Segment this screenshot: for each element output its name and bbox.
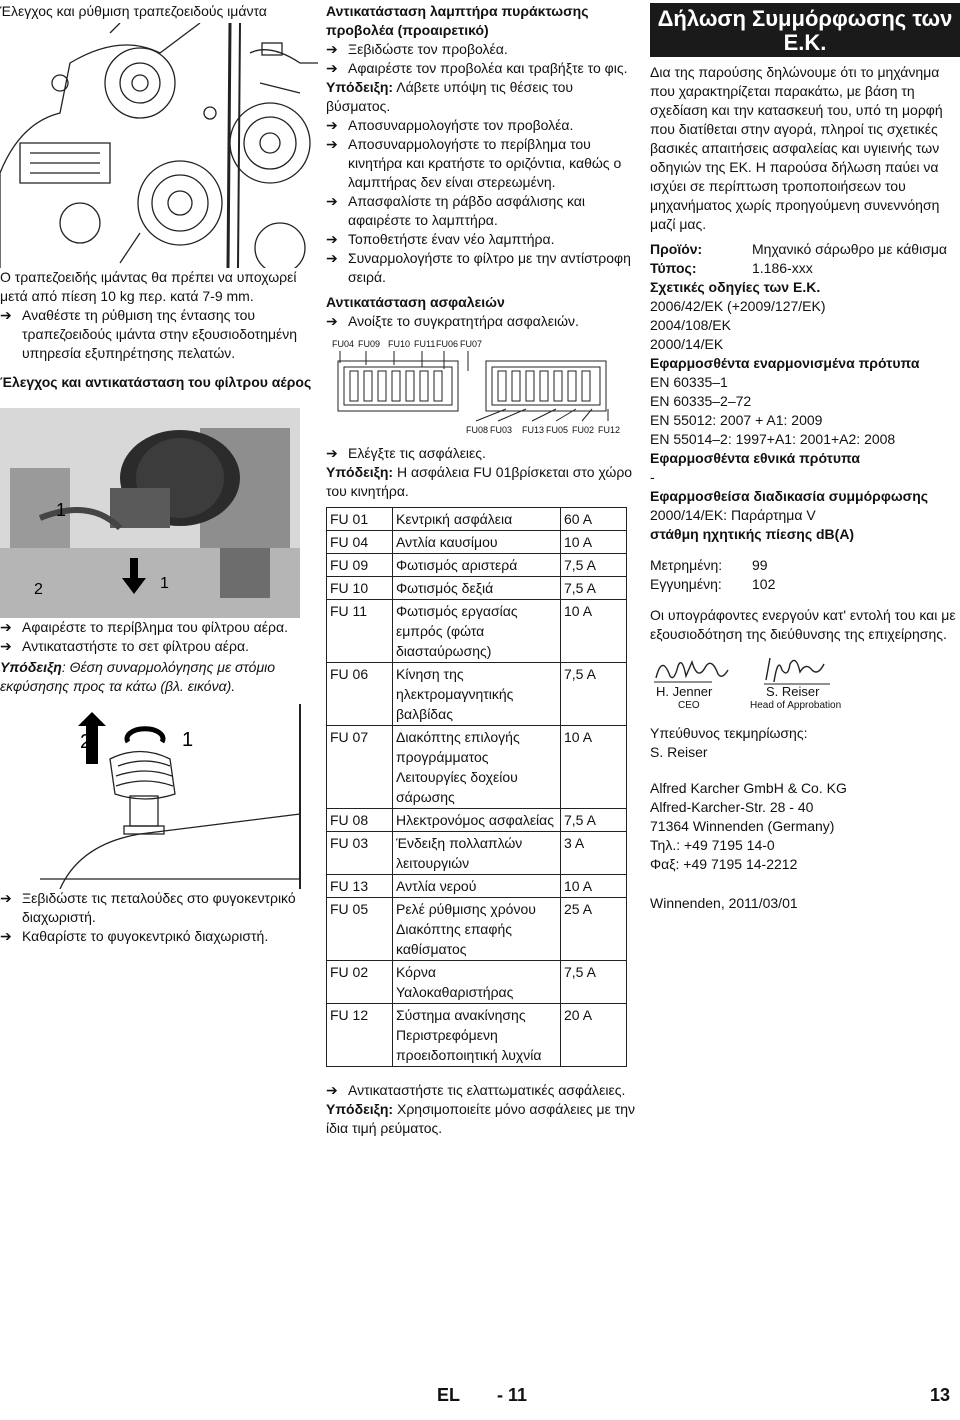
fuse-table-body (327, 508, 627, 1067)
fuse-function-cell: Ηλεκτρονόμος ασφαλείας (393, 809, 561, 832)
documentation-name: S. Reiser (650, 744, 708, 760)
fuse-function-cell: Κόρνα Υαλοκαθαριστήρας (393, 961, 561, 1004)
address-line-4: Τηλ.: +49 7195 14-0 (650, 837, 775, 853)
fuse-id-cell: FU 12 (327, 1004, 393, 1067)
signers-text: Οι υπογράφοντες ενεργούν κατ' εντολή του και με εξουσιοδότηση της διεύθυνσης της επιχείρησης. (650, 607, 956, 642)
air-filter-photo (0, 408, 318, 618)
table-row (327, 961, 627, 1004)
figure-label-1b: 1 (160, 575, 169, 592)
fuse-label-fu05: FU05 (546, 425, 569, 435)
figure-label-2: 2 (34, 581, 43, 598)
fuse-rating-cell: 7,5 A (561, 663, 627, 726)
fuse-label-fu04: FU04 (332, 339, 355, 349)
type-row: Τύπος: 1.186-xxx (650, 260, 813, 276)
lamp-step-1: ➔ Ξεβιδώστε τον προβολέα. (326, 41, 508, 57)
footer-page-number: 13 (930, 1385, 951, 1405)
standard-3: EN 55012: 2007 + A1: 2009 (650, 412, 823, 428)
table-row (327, 663, 627, 726)
fuse-holder-drawing (326, 335, 626, 440)
arrow-right-icon: ➔ (326, 117, 338, 133)
documentation-label: Υπεύθυνος τεκμηρίωσης: (650, 725, 808, 741)
column-1 (0, 0, 318, 946)
sound-title: στάθμη ηχητικής πίεσης dB(A) (650, 526, 855, 542)
fuse-rating-cell: 7,5 A (561, 554, 627, 577)
figure-label-1: 1 (182, 729, 194, 751)
table-row (327, 809, 627, 832)
declaration-title: Δήλωση Συμμόρφωσης των Ε.Κ. (650, 3, 960, 57)
check-step: ➔ Ελέγξτε τις ασφάλειες. (326, 445, 486, 461)
fuse-function-cell: Φωτισμός αριστερά (393, 554, 561, 577)
arrow-right-icon: ➔ (326, 250, 338, 266)
arrow-right-icon: ➔ (0, 307, 12, 323)
separator-step-1: ➔ Ξεβιδώστε τις πεταλούδες στο φυγοκεντρικό διαχωριστή. (0, 890, 296, 925)
standard-1: EN 60335–1 (650, 374, 728, 390)
fuse-id-cell: FU 13 (327, 875, 393, 898)
fuse-id-cell: FU 03 (327, 832, 393, 875)
product-row: Προϊόν: Μηχανικό σάρωθρο με κάθισμα (650, 241, 948, 257)
fuse-function-cell: Ρελέ ρύθμισης χρόνου Διακόπτης επαφής καθίσματος (393, 898, 561, 961)
table-row (327, 832, 627, 875)
lamp-step-4: ➔ Αποσυναρμολογήστε το περίβλημα του κινητήρα και κρατήστε το οριζόντια, καθώς ο λαμπτήρας δεν είναι στερεωμένη. (326, 136, 622, 190)
fuse-rating-cell: 20 A (561, 1004, 627, 1067)
fuse-label-fu03: FU03 (490, 425, 513, 435)
arrow-right-icon: ➔ (326, 193, 338, 209)
guaranteed-row: Εγγυημένη: 102 (650, 576, 776, 592)
signer2-role: Head of Approbation (750, 700, 842, 711)
directive-2: 2004/108/ΕΚ (650, 317, 731, 333)
fuse-function-cell: Φωτισμός εργασίας εμπρός (φώτα διασταύρωσης) (393, 600, 561, 663)
address-line-5: Φαξ: +49 7195 14-2212 (650, 856, 798, 872)
column-2 (326, 0, 636, 1138)
fuse-id-cell: FU 04 (327, 531, 393, 554)
measured-row: Μετρημένη: 99 (650, 557, 768, 573)
standard-2: EN 60335–2–72 (650, 393, 752, 409)
directive-3: 2000/14/ΕΚ (650, 336, 724, 352)
fuse-label-fu08: FU08 (466, 425, 489, 435)
arrow-right-icon: ➔ (326, 60, 338, 76)
footer-language: EL (437, 1385, 461, 1405)
fuse-function-cell: Διακόπτης επιλογής προγράμματος Λειτουργίες δοχείου σάρωσης (393, 726, 561, 809)
fuse-id-cell: FU 08 (327, 809, 393, 832)
signature-jenner (652, 652, 732, 688)
fuse-id-cell: FU 05 (327, 898, 393, 961)
table-row (327, 600, 627, 663)
place-date: Winnenden, 2011/03/01 (650, 895, 798, 911)
declaration-intro: Δια της παρούσης δηλώνουμε ότι το μηχάνημα που χαρακτηρίζεται παρακάτω, με βάση τη σχεδίαση και την κατασκευή του, υπό τη μορφή που διατίθεται στην αγορά, πληροί τις σχετικές βασικές απαιτήσεις ασφαλείας και υγιεινής των οδηγιών της ΕΚ. Η παρούσα δήλωση παύει να ισχύει σε περίπτωση τροποποιήσεων του μηχανήματος χωρίς προηγούμενη συνεννόηση μαζί μας. (650, 64, 943, 232)
fuse-function-cell: Κεντρική ασφάλεια (393, 508, 561, 531)
fuse-rating-cell: 60 A (561, 508, 627, 531)
fuse-rating-cell: 10 A (561, 600, 627, 663)
procedure-value: 2000/14/ΕΚ: Παράρτημα V (650, 507, 816, 523)
fuse-id-cell: FU 01 (327, 508, 393, 531)
fuse-rating-cell: 10 A (561, 531, 627, 554)
procedure-title: Εφαρμοσθείσα διαδικασία συμμόρφωσης (650, 488, 929, 504)
signature-reiser (760, 652, 840, 688)
arrow-right-icon: ➔ (0, 638, 12, 654)
table-row (327, 531, 627, 554)
fuse-holder-diagram (326, 335, 636, 440)
fuse-function-cell: Σύστημα ανακίνησης Περιστρεφόμενη προειδοποιητική λυχνία (393, 1004, 561, 1067)
figure-label-2: 2 (80, 731, 92, 753)
fuse-rating-cell: 7,5 A (561, 809, 627, 832)
lamp-step-5: ➔ Απασφαλίστε τη ράβδο ασφάλισης και αφαιρέστε το λαμπτήρα. (326, 193, 586, 228)
signatures (650, 652, 960, 714)
filter-step-2: ➔ Αντικαταστήστε το σετ φίλτρου αέρα. (0, 638, 249, 654)
belt-drawing (0, 23, 318, 268)
address-line-3: 71364 Winnenden (Germany) (650, 818, 835, 834)
arrow-right-icon: ➔ (326, 136, 338, 152)
fuse-step: ➔ Ανοίξτε το συγκρατητήρα ασφαλειών. (326, 313, 579, 329)
filter-title: Έλεγχος και αντικατάσταση του φίλτρου αέρος (0, 374, 312, 390)
filter-step-1: ➔ Αφαιρέστε το περίβλημα του φίλτρου αέρα. (0, 619, 288, 635)
fuse-function-cell: Κίνηση της ηλεκτρομαγνητικής βαλβίδας (393, 663, 561, 726)
fuse-table (326, 507, 627, 1067)
replace-note: Υπόδειξη: Χρησιμοποιείτε μόνο ασφάλειες με την ίδια τιμή ρεύματος. (326, 1101, 636, 1136)
table-row (327, 554, 627, 577)
fuse-label-fu07: FU07 (460, 339, 483, 349)
arrow-right-icon: ➔ (0, 890, 12, 906)
footer-local-page: - 11 (497, 1385, 528, 1405)
fuse-function-cell: Αντλία νερού (393, 875, 561, 898)
fuse-id-cell: FU 07 (327, 726, 393, 809)
fuse-title: Αντικατάσταση ασφαλειών (326, 294, 505, 310)
air-filter-figure (0, 408, 318, 618)
table-row (327, 577, 627, 600)
fuse-rating-cell: 25 A (561, 898, 627, 961)
arrow-right-icon: ➔ (326, 231, 338, 247)
lamp-step-3: ➔ Αποσυναρμολογήστε τον προβολέα. (326, 117, 574, 133)
arrow-right-icon: ➔ (326, 313, 338, 329)
table-row (327, 726, 627, 809)
fuse-label-fu09: FU09 (358, 339, 381, 349)
national-value: - (650, 469, 655, 485)
lamp-title: Αντικατάσταση λαμπτήρα πυράκτωσης προβολέα (προαιρετικό) (326, 3, 589, 38)
column-3 (650, 0, 960, 913)
signer1-role: CEO (678, 700, 700, 711)
lamp-step-7: ➔ Συναρμολογήστε το φίλτρο με την αντίστροφη σειρά. (326, 250, 631, 285)
arrow-right-icon: ➔ (326, 445, 338, 461)
fuse-function-cell: Ένδειξη πολλαπλών λειτουργιών (393, 832, 561, 875)
check-note: Υπόδειξη: Η ασφάλεια FU 01βρίσκεται στο χώρο του κινητήρα. (326, 464, 633, 499)
fuse-label-fu02: FU02 (572, 425, 595, 435)
fuse-label-fu13: FU13 (522, 425, 545, 435)
directive-1: 2006/42/ΕΚ (+2009/127/ΕΚ) (650, 298, 826, 314)
standard-4: EN 55014–2: 1997+A1: 2001+A2: 2008 (650, 431, 896, 447)
belt-text: Ο τραπεζοειδής ιμάντας θα πρέπει να υποχωρεί μετά από πίεση 10 kg περ. κατά 7-9 mm. (0, 269, 297, 304)
fuse-label-fu10: FU10 (388, 339, 411, 349)
replace-step: ➔ Αντικαταστήστε τις ελαττωματικές ασφάλειες. (326, 1082, 626, 1098)
fuse-id-cell: FU 10 (327, 577, 393, 600)
separator-step-2: ➔ Καθαρίστε το φυγοκεντρικό διαχωριστή. (0, 928, 269, 944)
address-line-2: Alfred-Karcher-Str. 28 - 40 (650, 799, 814, 815)
national-title: Εφαρμοσθέντα εθνικά πρότυπα (650, 450, 860, 466)
table-row (327, 898, 627, 961)
page-footer (0, 1376, 960, 1420)
table-row (327, 508, 627, 531)
lamp-step-2: ➔ Αφαιρέστε τον προβολέα και τραβήξτε το φις. (326, 60, 628, 76)
fuse-id-cell: FU 06 (327, 663, 393, 726)
arrow-right-icon: ➔ (326, 1082, 338, 1098)
fuse-function-cell: Αντλία καυσίμου (393, 531, 561, 554)
harmonized-title: Εφαρμοσθέντα εναρμονισμένα πρότυπα (650, 355, 920, 371)
fuse-function-cell: Φωτισμός δεξιά (393, 577, 561, 600)
fuse-id-cell: FU 02 (327, 961, 393, 1004)
fuse-rating-cell: 7,5 A (561, 961, 627, 1004)
arrow-right-icon: ➔ (326, 41, 338, 57)
signer1-name: H. Jenner (656, 684, 713, 699)
fuse-rating-cell: 3 A (561, 832, 627, 875)
address-block (650, 779, 960, 874)
arrow-right-icon: ➔ (0, 928, 12, 944)
fuse-id-cell: FU 11 (327, 600, 393, 663)
lamp-note: Υπόδειξη: Λάβετε υπόψη τις θέσεις του βύσματος. (326, 79, 574, 114)
separator-drawing (0, 704, 318, 889)
fuse-id-cell: FU 09 (327, 554, 393, 577)
belt-figure (0, 23, 318, 268)
fuse-rating-cell: 10 A (561, 875, 627, 898)
fuse-label-fu12: FU12 (598, 425, 621, 435)
directives-title: Σχετικές οδηγίες των Ε.Κ. (650, 279, 821, 295)
figure-label-1: 1 (56, 500, 67, 520)
address-line-1: Alfred Karcher GmbH & Co. KG (650, 780, 847, 796)
fuse-rating-cell: 10 A (561, 726, 627, 809)
lamp-step-6: ➔ Τοποθετήστε έναν νέο λαμπτήρα. (326, 231, 555, 247)
arrow-right-icon: ➔ (0, 619, 12, 635)
fuse-label-fu11: FU11 (414, 339, 436, 349)
belt-step: ➔ Αναθέστε τη ρύθμιση της έντασης του τραπεζοειδούς ιμάντα στην εξουσιοδοτημένη υπηρεσία εξυπηρέτησης πελατών. (0, 307, 298, 361)
fuse-label-fu06: FU06 (436, 339, 459, 349)
separator-figure (0, 704, 318, 889)
fuse-rating-cell: 7,5 A (561, 577, 627, 600)
belt-title: Έλεγχος και ρύθμιση τραπεζοειδούς ιμάντα (0, 3, 267, 19)
table-row (327, 1004, 627, 1067)
filter-note: Υπόδειξη: Θέση συναρμολόγησης με στόμιο εκφύσησης προς τα κάτω (βλ. εικόνα). (0, 659, 276, 694)
signer2-name: S. Reiser (766, 684, 820, 699)
table-row (327, 875, 627, 898)
